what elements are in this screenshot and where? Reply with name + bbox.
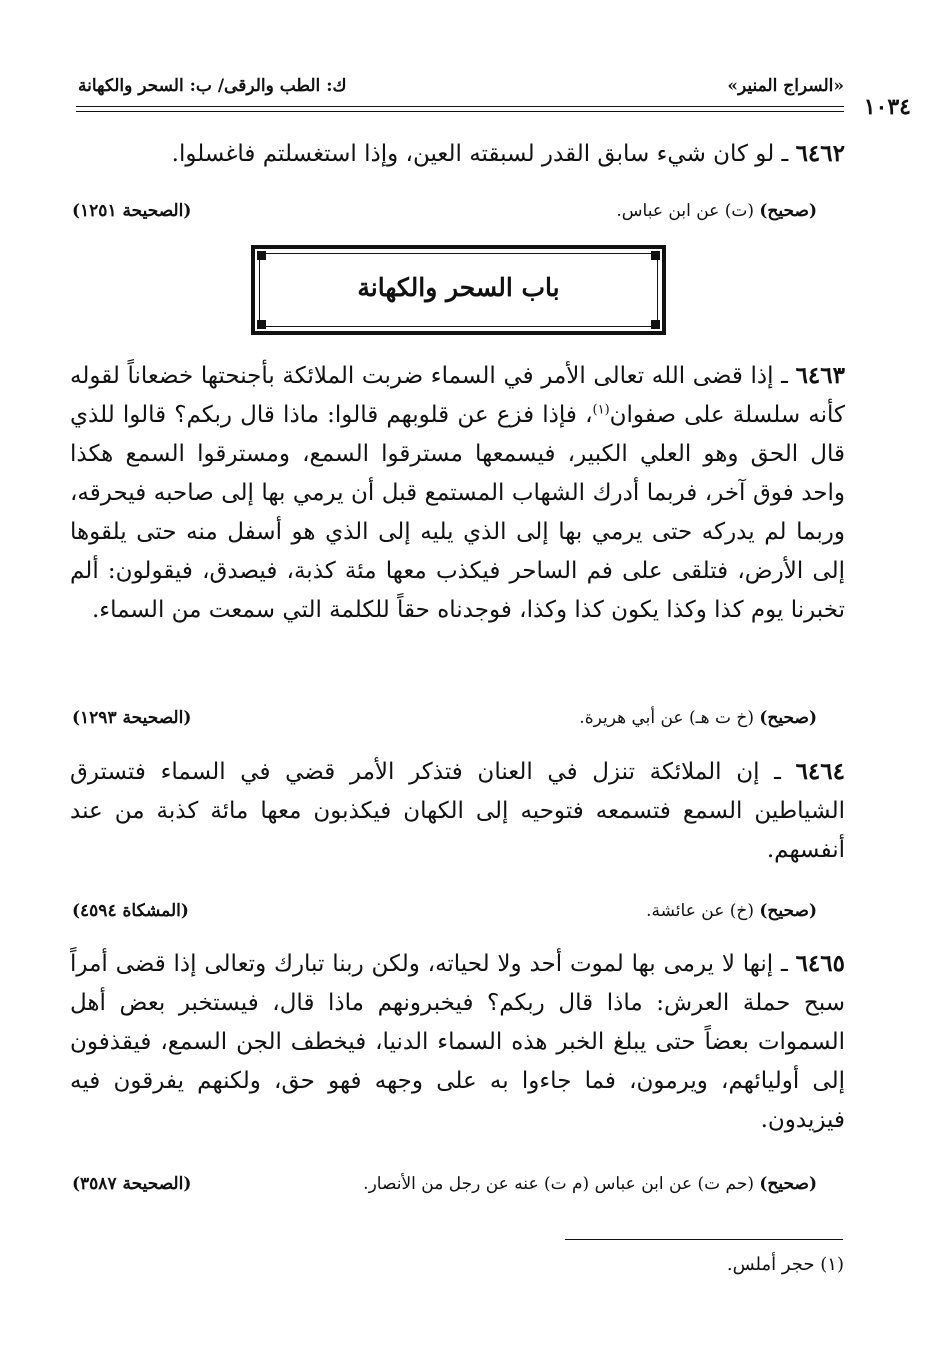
- hadith-number: ٦٤٦٣: [795, 362, 845, 389]
- header-rule-top: [76, 106, 844, 107]
- hadith-text-continued: ، فإذا فزع عن قلوبهم قالوا: ماذا قال ربكم؟ قالوا للذي قال الحق وهو العلي الكبير، فيسمعها مسترقوا السمع، ومسترقوا السمع هكذا واحد فوق آخر، فربما أدرك الشهاب المستمع قبل أن يرمي بها إلى صاحبه فيحرقه، وربما لم يدركه حتى يرمي بها إلى الذي يليه إلى الذي هو أسفل منه حتى يلقوها إلى الأرض، فتلقى على فم الساحر فيكذب معها مئة كذبة، فيصدق، فيقولون: ألم تخبرنا يوم كذا وكذا يكون كذا وكذا، فوجدناه حقاً للكلمة التي سمعت من السماء.: [70, 402, 845, 623]
- hadith-6462: [70, 134, 845, 174]
- hadith-source-6462: [616, 201, 817, 221]
- frame-corner-ornament: [651, 320, 660, 329]
- hadith-grade: (صحيح): [759, 201, 817, 221]
- hadith-source-6463: [579, 708, 817, 728]
- hadith-separator: ـ: [773, 951, 796, 977]
- hadith-text: إن الملائكة تنزل في العنان فتذكر الأمر قضي في السماء فتسترق الشياطين السمع فتسمعه فتوحيه إلى الكهان فيكذبون معها مائة كذبة من عند أنفسهم.: [70, 759, 845, 863]
- hadith-6464: [70, 752, 845, 870]
- hadith-text: إذا قضى الله تعالى الأمر في السماء ضربت الملائكة بأجنحتها خضعاناً لقوله كأنه سلسلة على صفوان: [70, 363, 845, 428]
- footnote: [727, 1254, 844, 1275]
- footnote-rule: [565, 1239, 843, 1240]
- hadith-number: ٦٤٦٢: [795, 140, 845, 167]
- hadith-separator: ـ: [759, 759, 796, 785]
- frame-corner-ornament: [257, 251, 266, 260]
- chapter-title: باب السحر والكهانة: [357, 273, 560, 302]
- hadith-number: ٦٤٦٤: [795, 758, 845, 785]
- hadith-source-6464: [646, 901, 817, 921]
- hadith-grade: (صحيح): [759, 901, 817, 921]
- chapter-title-frame: [251, 245, 666, 335]
- frame-corner-ornament: [257, 320, 266, 329]
- header-rule-bottom: [76, 111, 844, 112]
- hadith-grade: (صحيح): [759, 1174, 817, 1194]
- hadith-number: ٦٤٦٥: [795, 950, 845, 977]
- hadith-narrator: (خ ت هـ) عن أبي هريرة.: [579, 708, 754, 728]
- hadith-6463: [70, 356, 845, 630]
- hadith-grade: (صحيح): [759, 708, 817, 728]
- hadith-6465: [70, 944, 845, 1140]
- running-header-section: ك: الطب والرقى/ ب: السحر والكهانة: [78, 76, 347, 96]
- footnote-text: حجر أملس.: [726, 1254, 815, 1275]
- hadith-reference-6462: (الصحيحة ١٢٥١): [72, 201, 192, 221]
- frame-corner-ornament: [651, 251, 660, 260]
- hadith-text: إنها لا يرمى بها لموت أحد ولا لحياته، ولكن ربنا تبارك وتعالى إذا قضى أمراً سبح حملة العرش: ماذا قال ربكم؟ فيخبرونهم ماذا قال، فيستخبر بعض أهل السموات بعضاً حتى يبلغ الخبر هذه السماء الدنيا، فيخطف الجن السمع، فيقذفون إلى أوليائهم، ويرمون، فما جاءوا به على وجهه فهو حق، ولكنهم يفرقون فيه فيزيدون.: [70, 951, 845, 1133]
- hadith-reference-6465: (الصحيحة ٣٥٨٧): [72, 1174, 192, 1194]
- hadith-narrator: (حم ت) عن ابن عباس (م ت) عنه عن رجل من الأنصار.: [363, 1174, 754, 1194]
- page-number: ١٠٣٤: [863, 94, 911, 120]
- footnote-number: (١): [820, 1254, 844, 1275]
- hadith-reference-6464: (المشكاة ٤٥٩٤): [72, 901, 189, 921]
- hadith-text: لو كان شيء سابق القدر لسبقته العين، وإذا استغسلتم فاغسلوا.: [171, 141, 775, 167]
- footnote-marker: (١): [592, 402, 610, 418]
- running-header-book-title: «السراج المنير»: [727, 76, 844, 96]
- hadith-source-6465: [363, 1174, 817, 1194]
- hadith-reference-6463: (الصحيحة ١٢٩٣): [72, 708, 192, 728]
- hadith-narrator: (خ) عن عائشة.: [646, 901, 754, 921]
- hadith-separator: ـ: [774, 141, 796, 167]
- hadith-separator: ـ: [773, 363, 796, 389]
- hadith-narrator: (ت) عن ابن عباس.: [616, 201, 754, 221]
